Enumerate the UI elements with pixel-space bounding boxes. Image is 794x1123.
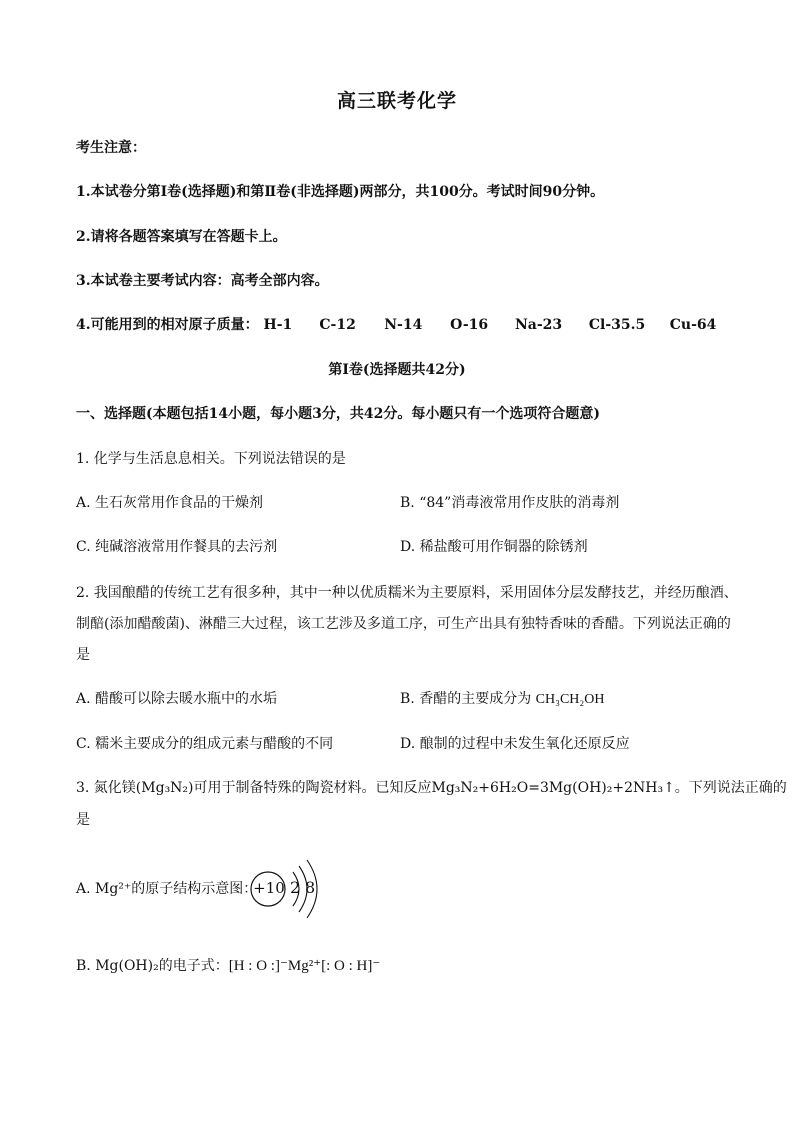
- notice-item-3: 3.本试卷主要考试内容：高考全部内容。: [76, 273, 329, 289]
- notice-item-2: 2.请将各题答案填写在答题卡上。: [76, 229, 287, 245]
- question-3-stem-line-1: 3. 氮化镁(Mg₃N₂)可用于制备特殊的陶瓷材料。已知反应Mg₃N₂+6H₂O=3Mg(OH)₂+2NH₃↑。下列说法正确的: [76, 780, 787, 796]
- atom-structure-diagram: [249, 858, 329, 922]
- electron-formula: [H : O :]⁻Mg²⁺[: O : H]⁻: [228, 958, 381, 974]
- masses-label: 4.可能用到的相对原子质量：: [76, 317, 259, 333]
- ethanol-formula: CH₃CH₂OH: [535, 692, 605, 707]
- part-heading: 一、选择题(本题包括14小题，每小题3分，共42分。每小题只有一个选项符合题意): [76, 406, 600, 422]
- mass-value: Cl-35.5: [588, 317, 646, 333]
- option-b-text: B. 香醋的主要成分为: [400, 691, 536, 707]
- notice-item-4: [76, 316, 716, 334]
- question-3-stem-line-2: 是: [76, 812, 90, 828]
- question-2-option-c: C. 糯米主要成分的组成元素与醋酸的不同: [76, 736, 334, 752]
- notice-heading: 考生注意：: [76, 140, 146, 156]
- shell-electron-count: 8: [305, 878, 316, 897]
- mass-value: Na-23: [515, 317, 563, 333]
- question-3-option-a: A. Mg²⁺的原子结构示意图：: [76, 881, 258, 897]
- mass-value: C-12: [319, 317, 356, 333]
- question-2-stem-line-1: 2. 我国酿醋的传统工艺有很多种，其中一种以优质糯米为主要原料，采用固体分层发酵技艺，并经历酿酒、: [76, 585, 738, 601]
- question-2-option-b: [400, 690, 605, 709]
- question-2-stem-line-3: 是: [76, 647, 90, 663]
- page-title: 高三联考化学: [336, 90, 457, 112]
- question-2-option-a: A. 醋酸可以除去暖水瓶中的水垢: [76, 691, 278, 707]
- question-1-stem: 1. 化学与生活息息相关。下列说法错误的是: [76, 451, 346, 467]
- notice-item-1: 1.本试卷分第Ⅰ卷(选择题)和第Ⅱ卷(非选择题)两部分，共100分。考试时间90分钟。: [76, 184, 605, 200]
- mass-value: N-14: [384, 317, 423, 333]
- question-1-option-a: A. 生石灰常用作食品的干燥剂: [76, 495, 264, 511]
- question-2-stem-line-2: 制醅(添加醋酸菌)、淋醋三大过程，该工艺涉及多道工序，可生产出具有独特香味的香醋。下列说法正确的: [76, 616, 731, 632]
- mass-value: O-16: [450, 317, 489, 333]
- section-title: 第Ⅰ卷(选择题共42分): [328, 362, 466, 378]
- question-1-option-d: D. 稀盐酸可用作铜器的除锈剂: [400, 539, 588, 555]
- nucleus-charge: +10: [253, 879, 285, 897]
- question-1-option-c: C. 纯碱溶液常用作餐具的去污剂: [76, 539, 278, 555]
- shell-electron-count: 2: [290, 878, 301, 897]
- question-1-option-b: B. “84”消毒液常用作皮肤的消毒剂: [400, 495, 620, 511]
- question-3-option-b: [76, 957, 380, 975]
- mass-value: H-1: [263, 317, 293, 333]
- option-b-text: B. Mg(OH)₂的电子式：: [76, 958, 229, 974]
- mass-value: Cu-64: [669, 317, 717, 333]
- question-2-option-d: D. 酿制的过程中未发生氧化还原反应: [400, 736, 630, 752]
